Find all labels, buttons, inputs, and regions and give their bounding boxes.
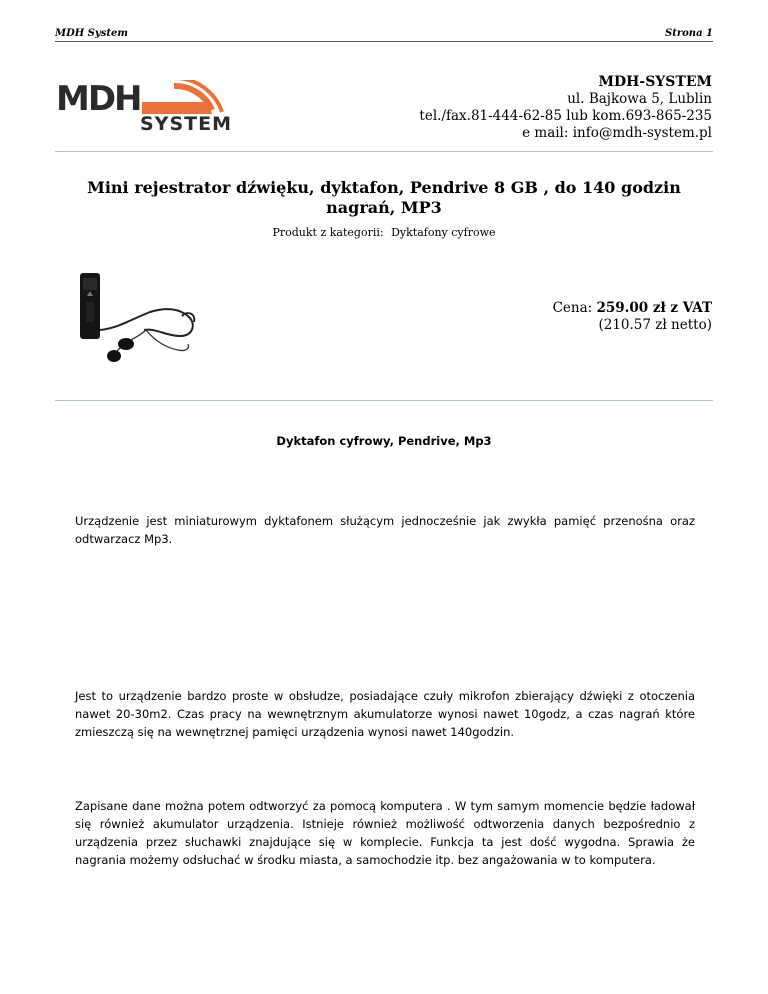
price-gross	[553, 300, 712, 317]
logo-text-system: SYSTEM	[140, 113, 232, 135]
company-phone: tel./fax.81-444-62-85 lub kom.693-865-235	[419, 108, 712, 124]
page-header	[55, 27, 713, 42]
mdh-system-logo	[56, 80, 266, 136]
price-value: 259.00 zł z VAT	[596, 300, 712, 316]
company-email: e mail: info@mdh-system.pl	[522, 125, 712, 141]
description-paragraph-3: Zapisane dane można potem odtworzyć za pomocą komputera . W tym samym momencie będzie ładował się również akumulator urządzenia. Istnieje również możliwość odtworzenia danych bezpośrednio z urządzenia przez słuchawki znajdujące się w komplecie. Funkcja ta jest dość wygodna. Sprawia że nagrania możemy odsłuchać w środku miasta, a samochodzie itp. bez angażowania w to komputera.	[75, 799, 695, 867]
price-label: Cena:	[552, 300, 593, 316]
product-category	[55, 226, 713, 239]
description-subtitle: Dyktafon cyfrowy, Pendrive, Mp3	[276, 434, 492, 448]
product-image	[70, 270, 220, 380]
company-contact	[419, 74, 712, 142]
category-label: Produkt z kategorii:	[272, 226, 384, 239]
category-value: Dyktafony cyfrowe	[391, 226, 496, 239]
price-block	[553, 300, 712, 334]
company-name: MDH-SYSTEM	[598, 74, 712, 90]
divider-top	[55, 151, 713, 152]
header-company: MDH System	[55, 28, 128, 39]
header-page-number: Strona 1	[665, 28, 713, 39]
company-address: ul. Bajkowa 5, Lublin	[567, 91, 712, 107]
logo-text-mdh: MDH	[56, 80, 141, 119]
divider-middle	[55, 400, 713, 401]
description-paragraph-2: Jest to urządzenie bardzo proste w obsłudze, posiadające czuły mikrofon zbierający dźwięki z otoczenia nawet 20-30m2. Czas pracy na wewnętrznym akumulatorze wynosi nawet 10godz, a czas nagrań które zmieszczą się na wewnętrznej pamięci urządzenia wynosi nawet 140godzin.	[75, 689, 695, 739]
product-title: Mini rejestrator dźwięku, dyktafon, Pendrive 8 GB , do 140 godzin nagrań, MP3	[87, 178, 681, 217]
price-net: (210.57 zł netto)	[598, 317, 712, 333]
description-paragraph-1: Urządzenie jest miniaturowym dyktafonem służącym jednocześnie jak zwykła pamięć przenośna oraz odtwarzacz Mp3.	[75, 514, 695, 546]
